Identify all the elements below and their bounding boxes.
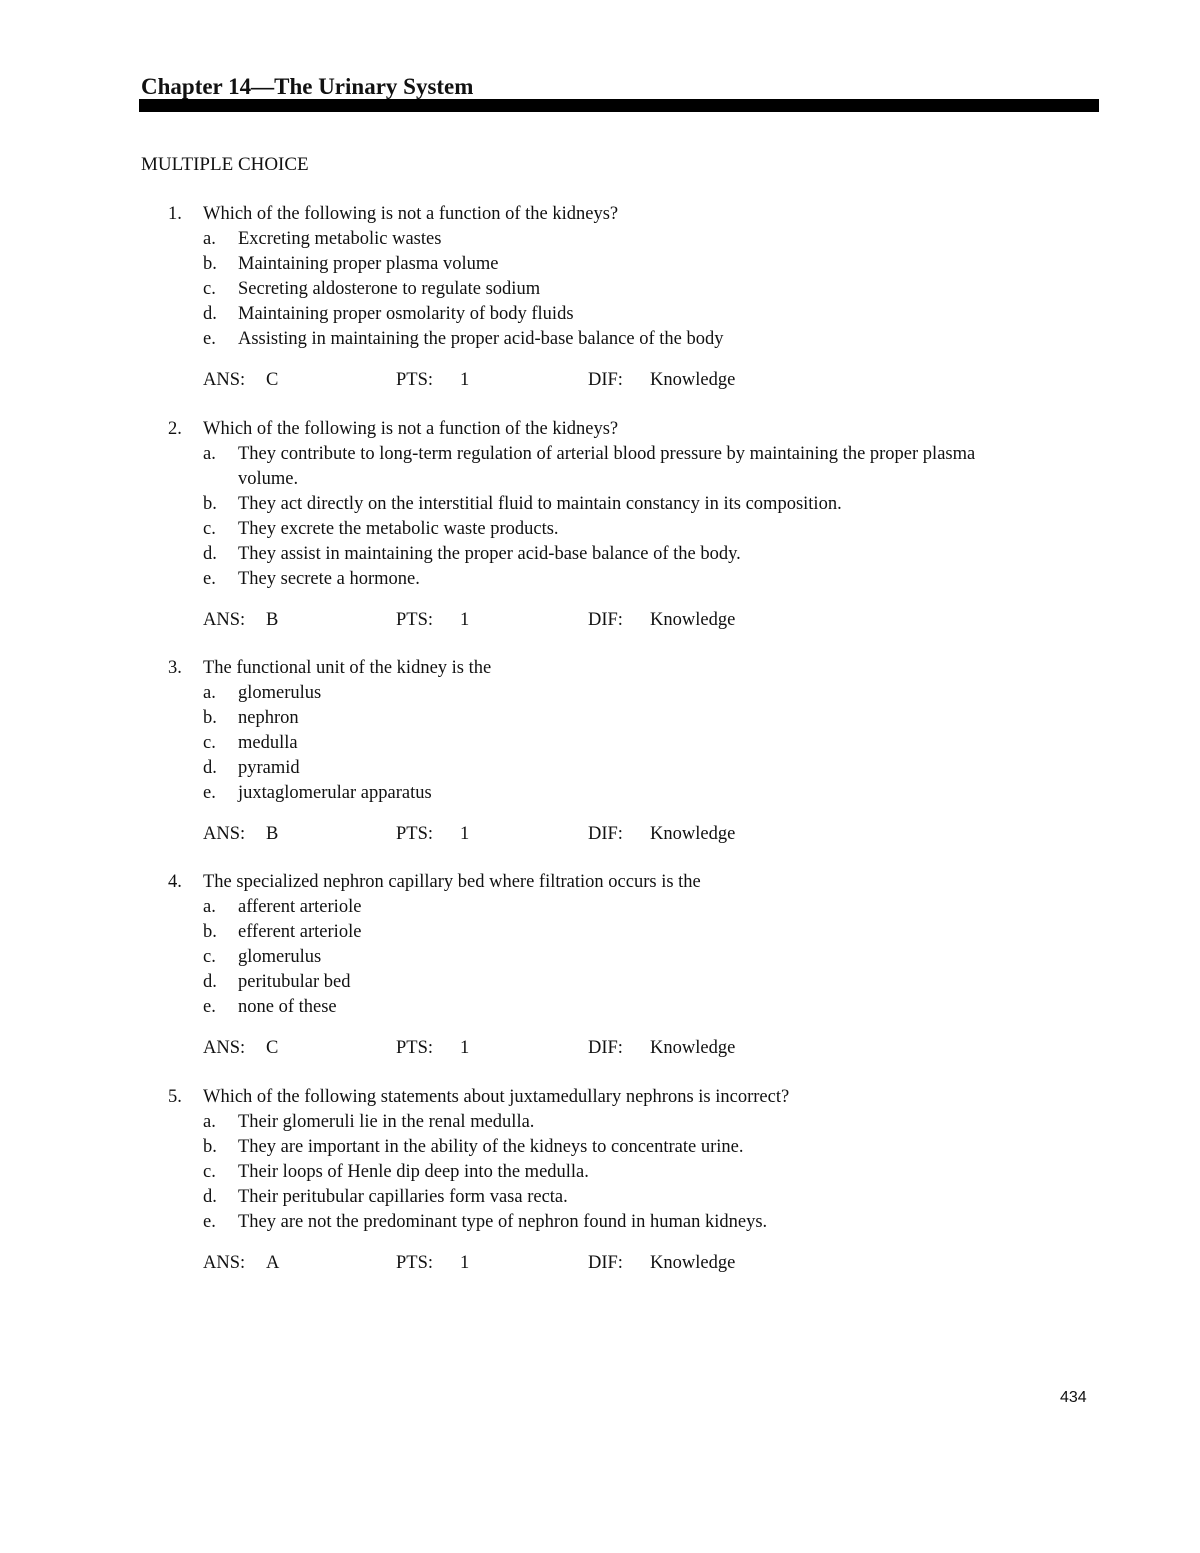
option-c [0, 731, 1200, 756]
question-number: 4. [168, 872, 182, 892]
question-1 [0, 202, 1200, 393]
option-text: They are not the predominant type of nephron found in human kidneys. [238, 1212, 768, 1232]
dif-label: DIF: [588, 824, 623, 844]
option-b [0, 706, 1200, 731]
option-letter: b. [203, 708, 217, 728]
option-b [0, 1135, 1200, 1160]
pts-label: PTS: [396, 610, 434, 630]
option-letter: a. [203, 229, 216, 249]
option-letter: e. [203, 569, 216, 589]
option-letter: d. [203, 1187, 217, 1207]
option-e [0, 1210, 1200, 1235]
option-e [0, 327, 1200, 352]
question-number: 3. [168, 658, 182, 678]
dif-label: DIF: [588, 370, 623, 390]
pts-value: 1 [460, 824, 470, 844]
ans-value: C [266, 1038, 279, 1058]
option-b [0, 492, 1200, 517]
option-text: They contribute to long-term regulation of arterial blood pressure by maintaining the proper plasma volume. [238, 444, 976, 489]
dif-label: DIF: [588, 610, 623, 630]
option-c [0, 277, 1200, 302]
dif-label: DIF: [588, 1253, 623, 1273]
pts-label: PTS: [396, 1038, 434, 1058]
option-d [0, 1185, 1200, 1210]
pts-label: PTS: [396, 1253, 434, 1273]
dif-value: Knowledge [650, 370, 736, 390]
option-letter: a. [203, 1112, 216, 1132]
option-c [0, 517, 1200, 542]
option-c [0, 945, 1200, 970]
pts-label: PTS: [396, 370, 434, 390]
option-letter: c. [203, 279, 216, 299]
option-c [0, 1160, 1200, 1185]
ans-value: C [266, 370, 279, 390]
pts-value: 1 [460, 1253, 470, 1273]
option-text: Maintaining proper plasma volume [238, 254, 499, 274]
answer-row [0, 1036, 1200, 1061]
question-2 [0, 417, 1200, 633]
question-text: Which of the following statements about juxtamedullary nephrons is incorrect? [203, 1087, 790, 1107]
option-text: They assist in maintaining the proper acid-base balance of the body. [238, 544, 741, 564]
ans-value: B [266, 610, 279, 630]
answer-row [0, 822, 1200, 847]
option-text: Their loops of Henle dip deep into the medulla. [238, 1162, 589, 1182]
question-3 [0, 656, 1200, 847]
option-text: none of these [238, 997, 337, 1017]
option-letter: d. [203, 758, 217, 778]
question-number: 5. [168, 1087, 182, 1107]
dif-value: Knowledge [650, 824, 736, 844]
option-text: peritubular bed [238, 972, 351, 992]
page-number: 434 [1060, 1389, 1087, 1406]
question-text: The specialized nephron capillary bed where filtration occurs is the [203, 872, 701, 892]
option-letter: a. [203, 683, 216, 703]
pts-value: 1 [460, 370, 470, 390]
title-rule [139, 99, 1099, 112]
question-number: 2. [168, 419, 182, 439]
option-letter: e. [203, 1212, 216, 1232]
question-stem [0, 1085, 1200, 1110]
option-text: They are important in the ability of the kidneys to concentrate urine. [238, 1137, 744, 1157]
option-letter: d. [203, 544, 217, 564]
question-stem [0, 202, 1200, 227]
option-letter: e. [203, 783, 216, 803]
option-d [0, 542, 1200, 567]
option-text: Their peritubular capillaries form vasa recta. [238, 1187, 568, 1207]
option-d [0, 970, 1200, 995]
option-text: Excreting metabolic wastes [238, 229, 442, 249]
option-text: They act directly on the interstitial fluid to maintain constancy in its composition. [238, 494, 842, 514]
option-text: They secrete a hormone. [238, 569, 420, 589]
section-heading: MULTIPLE CHOICE [141, 154, 309, 175]
option-letter: c. [203, 1162, 216, 1182]
option-e [0, 995, 1200, 1020]
option-e [0, 567, 1200, 592]
option-text: efferent arteriole [238, 922, 362, 942]
ans-label: ANS: [203, 1253, 246, 1273]
option-letter: d. [203, 972, 217, 992]
question-stem [0, 417, 1200, 442]
option-d [0, 302, 1200, 327]
pts-value: 1 [460, 1038, 470, 1058]
dif-label: DIF: [588, 1038, 623, 1058]
answer-row [0, 368, 1200, 393]
option-letter: a. [203, 897, 216, 917]
option-text: They excrete the metabolic waste products. [238, 519, 559, 539]
ans-label: ANS: [203, 610, 246, 630]
option-text: medulla [238, 733, 298, 753]
option-a [0, 227, 1200, 252]
option-d [0, 756, 1200, 781]
option-letter: b. [203, 1137, 217, 1157]
option-letter: e. [203, 997, 216, 1017]
option-letter: c. [203, 733, 216, 753]
question-4 [0, 870, 1200, 1061]
option-letter: c. [203, 947, 216, 967]
answer-row [0, 608, 1200, 633]
option-e [0, 781, 1200, 806]
option-a [0, 1110, 1200, 1135]
dif-value: Knowledge [650, 1253, 736, 1273]
option-a [0, 681, 1200, 706]
option-letter: b. [203, 922, 217, 942]
question-number: 1. [168, 204, 182, 224]
pts-value: 1 [460, 610, 470, 630]
option-a [0, 442, 1200, 492]
question-stem [0, 656, 1200, 681]
option-text: Maintaining proper osmolarity of body fluids [238, 304, 574, 324]
option-letter: a. [203, 444, 216, 464]
option-letter: d. [203, 304, 217, 324]
option-text: Assisting in maintaining the proper acid-base balance of the body [238, 329, 724, 349]
question-5 [0, 1085, 1200, 1276]
option-text: juxtaglomerular apparatus [238, 783, 432, 803]
ans-label: ANS: [203, 370, 246, 390]
question-text: The functional unit of the kidney is the [203, 658, 492, 678]
option-b [0, 920, 1200, 945]
question-stem [0, 870, 1200, 895]
option-letter: c. [203, 519, 216, 539]
option-b [0, 252, 1200, 277]
option-text: pyramid [238, 758, 300, 778]
option-text: Their glomeruli lie in the renal medulla. [238, 1112, 535, 1132]
option-text: glomerulus [238, 683, 322, 703]
ans-label: ANS: [203, 1038, 246, 1058]
dif-value: Knowledge [650, 610, 736, 630]
option-letter: e. [203, 329, 216, 349]
ans-value: B [266, 824, 279, 844]
option-a [0, 895, 1200, 920]
option-text: Secreting aldosterone to regulate sodium [238, 279, 541, 299]
option-text: nephron [238, 708, 299, 728]
option-text: afferent arteriole [238, 897, 362, 917]
ans-value: A [266, 1253, 280, 1273]
chapter-title: Chapter 14—The Urinary System [141, 74, 474, 99]
option-letter: b. [203, 494, 217, 514]
pts-label: PTS: [396, 824, 434, 844]
answer-row [0, 1251, 1200, 1276]
option-text: glomerulus [238, 947, 322, 967]
question-text: Which of the following is not a function of the kidneys? [203, 419, 619, 439]
ans-label: ANS: [203, 824, 246, 844]
option-letter: b. [203, 254, 217, 274]
question-text: Which of the following is not a function of the kidneys? [203, 204, 619, 224]
dif-value: Knowledge [650, 1038, 736, 1058]
